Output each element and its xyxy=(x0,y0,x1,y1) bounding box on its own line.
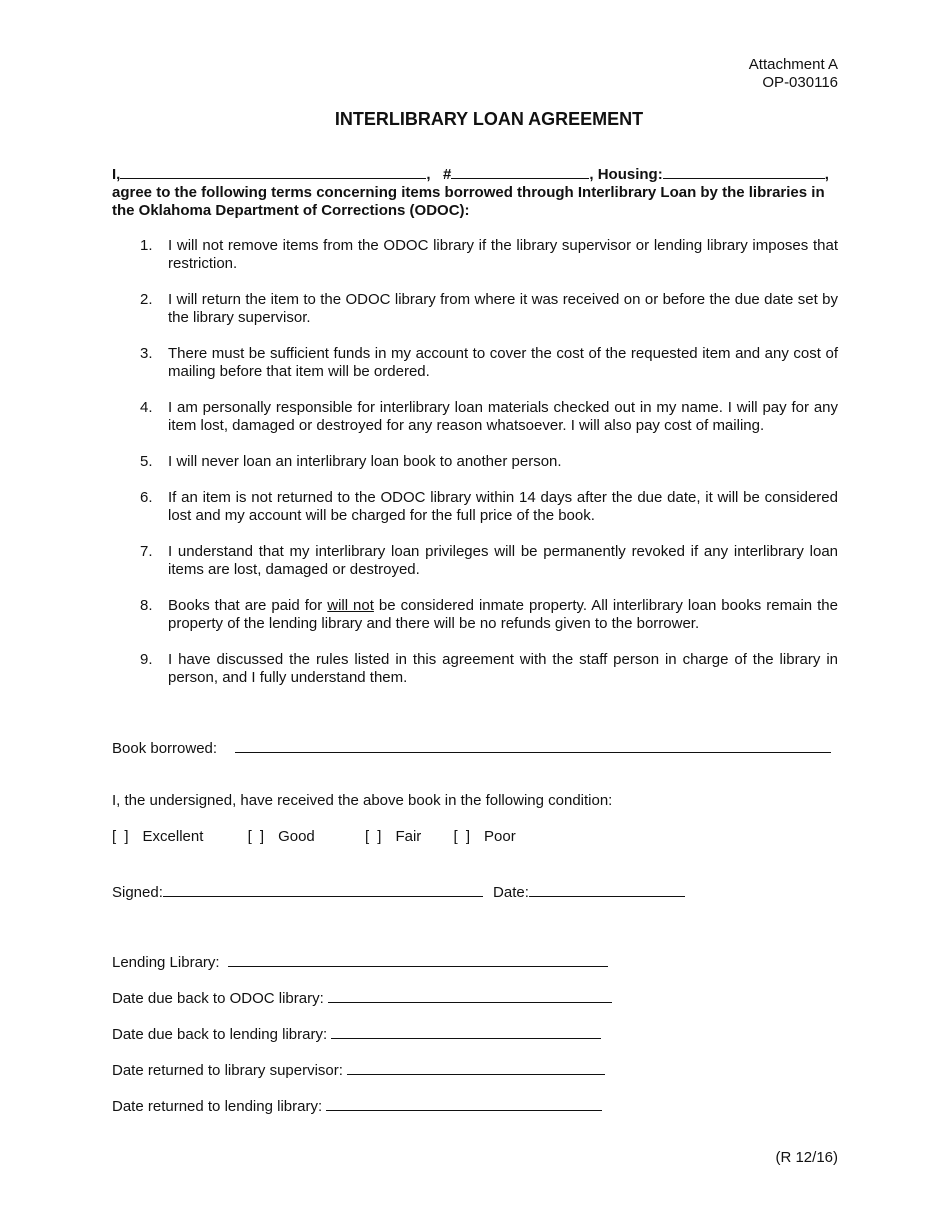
due-lending-row xyxy=(112,1024,601,1044)
due-odoc-label: Date due back to ODOC library: xyxy=(112,990,324,1007)
term-number: 6. xyxy=(140,489,153,506)
term-text-pre: Books that are paid for xyxy=(168,597,328,614)
housing-field[interactable] xyxy=(663,166,825,179)
condition-poor[interactable] xyxy=(453,828,515,846)
condition-label: Poor xyxy=(484,828,516,845)
checkbox[interactable]: [ ] xyxy=(112,828,131,845)
list-item xyxy=(112,597,838,633)
returned-lending-row xyxy=(112,1096,602,1116)
term-number: 4. xyxy=(140,399,153,416)
due-odoc-field[interactable] xyxy=(328,988,612,1003)
term-text: I will not remove items from the ODOC library if the library supervisor or lending library imposes that restriction. xyxy=(168,237,838,272)
revision-code: (R 12/16) xyxy=(775,1149,838,1166)
intro-statement: agree to the following terms concerning items borrowed through Interlibrary Loan by the libraries in the Oklahoma Department of Corrections (ODOC): xyxy=(112,184,825,219)
checkbox[interactable]: [ ] xyxy=(453,828,472,845)
book-borrowed-field[interactable] xyxy=(235,738,831,753)
condition-excellent[interactable] xyxy=(112,828,203,846)
term-number: 5. xyxy=(140,453,153,470)
due-lending-field[interactable] xyxy=(331,1024,601,1039)
term-number: 7. xyxy=(140,543,153,560)
condition-label: Good xyxy=(278,828,315,845)
term-number: 2. xyxy=(140,291,153,308)
condition-good[interactable] xyxy=(248,828,315,846)
signed-label: Signed: xyxy=(112,884,163,901)
intro-paragraph: I, , # , Housing: , agree to the following terms concerning items borrowed through Interlibrary Loan by the libraries in the Oklahoma Department of Corrections (ODOC): xyxy=(112,166,829,219)
book-borrowed-label: Book borrowed: xyxy=(112,740,218,757)
returned-supervisor-row xyxy=(112,1060,605,1080)
condition-options xyxy=(112,828,544,846)
housing-label: Housing: xyxy=(597,166,663,183)
term-text: I will never loan an interlibrary loan book to another person. xyxy=(168,453,562,470)
number-label: # xyxy=(443,166,452,183)
attachment-label: Attachment A xyxy=(748,56,838,73)
checkbox[interactable]: [ ] xyxy=(364,828,384,845)
term-number: 9. xyxy=(140,651,153,668)
checkbox[interactable]: [ ] xyxy=(247,828,267,845)
term-number: 3. xyxy=(140,345,153,362)
term-number: 8. xyxy=(140,597,153,614)
term-number: 1. xyxy=(140,237,153,254)
document-reference xyxy=(749,56,838,92)
list-item xyxy=(112,489,838,525)
date-field[interactable] xyxy=(529,882,685,897)
book-borrowed-row xyxy=(112,738,831,758)
list-item xyxy=(112,237,838,273)
document-title: INTERLIBRARY LOAN AGREEMENT xyxy=(334,109,644,129)
term-text: I will return the item to the ODOC library from where it was received on or before the due date set by the library supervisor. xyxy=(168,291,838,326)
term-text-underlined: will not xyxy=(327,597,374,614)
list-item xyxy=(112,345,838,381)
lending-library-label: Lending Library: xyxy=(112,954,220,971)
intro-prefix: I, xyxy=(112,166,121,183)
doc-number-field[interactable] xyxy=(451,166,589,179)
term-text: I am personally responsible for interlibrary loan materials checked out in my name. I will pay for any item lost, damaged or destroyed for any reason whatsoever. I will also pay cost of mailing. xyxy=(168,399,838,434)
signature-row xyxy=(112,882,685,902)
term-text: I have discussed the rules listed in this agreement with the staff person in charge of the library in person, and I fully understand them. xyxy=(168,651,838,686)
term-text-post: be considered inmate property. All interlibrary loan books remain the property of the lending library and there will be no refunds given to the borrower. xyxy=(168,597,838,632)
lending-library-field[interactable] xyxy=(228,952,608,967)
terms-list xyxy=(112,237,838,705)
signature-field[interactable] xyxy=(163,882,483,897)
list-item xyxy=(112,291,838,327)
due-odoc-row xyxy=(112,988,612,1008)
returned-supervisor-field[interactable] xyxy=(347,1060,605,1075)
list-item xyxy=(112,651,838,687)
name-field[interactable] xyxy=(120,166,426,179)
term-text: I understand that my interlibrary loan privileges will be permanently revoked if any interlibrary loan items are lost, damaged or destroyed. xyxy=(168,543,838,578)
returned-supervisor-label: Date returned to library supervisor: xyxy=(112,1062,343,1079)
date-label: Date: xyxy=(493,884,529,901)
term-text: There must be sufficient funds in my account to cover the cost of the requested item and any cost of mailing before that item will be ordered. xyxy=(168,345,838,380)
due-lending-label: Date due back to lending library: xyxy=(112,1026,328,1043)
condition-fair[interactable] xyxy=(365,828,421,846)
returned-lending-field[interactable] xyxy=(326,1096,602,1111)
condition-label: Excellent xyxy=(142,828,204,845)
term-text: If an item is not returned to the ODOC library within 14 days after the due date, it will be considered lost and my account will be charged for the full price of the book. xyxy=(168,489,838,524)
returned-lending-label: Date returned to lending library: xyxy=(112,1098,323,1115)
condition-label: Fair xyxy=(395,828,422,845)
list-item xyxy=(112,399,838,435)
condition-statement: I, the undersigned, have received the above book in the following condition: xyxy=(112,792,613,809)
policy-number: OP-030116 xyxy=(762,74,838,91)
lending-library-row xyxy=(112,952,608,972)
list-item xyxy=(112,453,838,471)
list-item xyxy=(112,543,838,579)
